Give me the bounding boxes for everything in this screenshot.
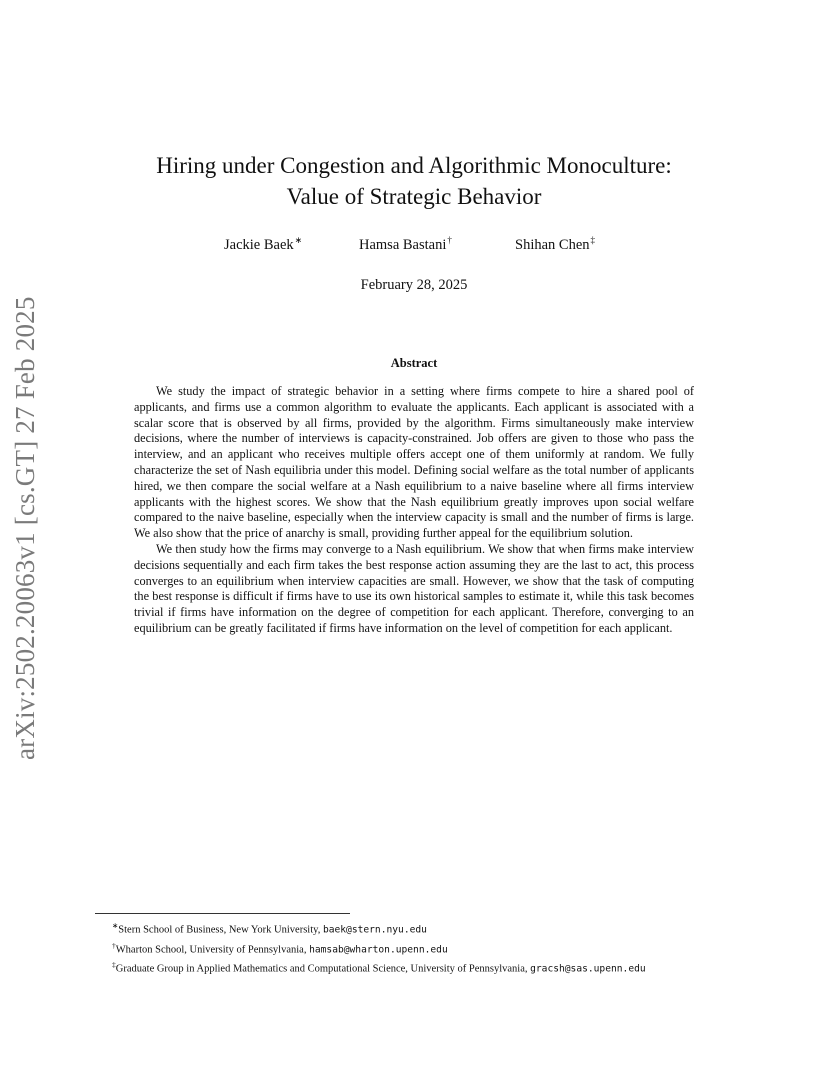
footnote-rule [95, 913, 350, 914]
author-footnote-mark: ‡ [590, 235, 596, 245]
footnote-text: Stern School of Business, New York University, [118, 924, 323, 936]
author-3 [515, 235, 595, 254]
author-footnote-mark: ∗ [294, 235, 303, 245]
title-line-1: Hiring under Congestion and Algorithmic Monoculture: [156, 153, 672, 178]
author-2 [359, 235, 452, 254]
footnote-text: Wharton School, University of Pennsylvania, [115, 944, 310, 955]
footnotes [95, 918, 732, 977]
footnote-mark: † [112, 940, 116, 950]
arxiv-identifier: arXiv:2502.20063v1 [cs.GT] 27 Feb 2025 [10, 296, 40, 760]
footnote-email[interactable]: baek@stern.nyu.edu [322, 924, 427, 936]
author-footnote-mark: † [447, 235, 452, 245]
footnote-email[interactable]: hamsab@wharton.upenn.edu [309, 944, 448, 955]
title-line-2: Value of Strategic Behavior [286, 184, 542, 209]
abstract-paragraph-2: We then study how the firms may converge to a Nash equilibrium. We show that when firms make interview decisions sequentially and each firm takes the best response action assuming they are the last to act, this process converges to an equilibrium when interview capacities are small. However, we show that the task of computing the best response is difficult if firms have to use its own historical samples to estimate it, while this task becomes trivial if firms have information on the degree of competition for each applicant. Therefore, converging to an equilibrium can be greatly facilitated if firms have information on the level of competition for each applicant. [134, 541, 694, 635]
footnote-2 [95, 938, 732, 958]
paper-title [0, 150, 828, 212]
footnote-text: Graduate Group in Applied Mathematics and Computational Science, University of Pennsylvania, [115, 963, 531, 975]
footnote-1 [95, 918, 732, 938]
author-1 [224, 235, 302, 254]
abstract-paragraph-1: We study the impact of strategic behavior in a setting where firms compete to hire a shared pool of applicants, and firms use a common algorithm to evaluate the applicants. Each applicant is associated with a scalar score that is observed by all firms, provided by the algorithm. Firms simultaneously make interview decisions, where the number of interviews is capacity-constrained. Job offers are given to those who pass the interview, and an applicant who receives multiple offers accept one of them uniformly at random. We fully characterize the set of Nash equilibria under this model. Defining social welfare as the total number of applicants hired, we then compare the social welfare at a Nash equilibrium to a naive baseline where all firms interview applicants with the highest scores. We show that the Nash equilibrium greatly improves upon social welfare compared to the naive baseline, especially when the interview capacity is small and the number of firms is large. We also show that the price of anarchy is small, providing further appeal for the equilibrium solution. [134, 384, 694, 541]
paper-date: February 28, 2025 [360, 277, 468, 293]
footnote-mark: ∗ [112, 921, 119, 930]
footnote-3 [95, 957, 732, 977]
author-name: Hamsa Bastani [359, 236, 447, 253]
footnote-email[interactable]: gracsh@sas.upenn.edu [530, 963, 646, 975]
author-name: Jackie Baek [224, 236, 294, 253]
author-name: Shihan Chen [515, 236, 590, 253]
abstract-body [134, 384, 694, 637]
abstract-heading: Abstract [390, 356, 438, 370]
footnote-mark: ‡ [112, 960, 116, 969]
